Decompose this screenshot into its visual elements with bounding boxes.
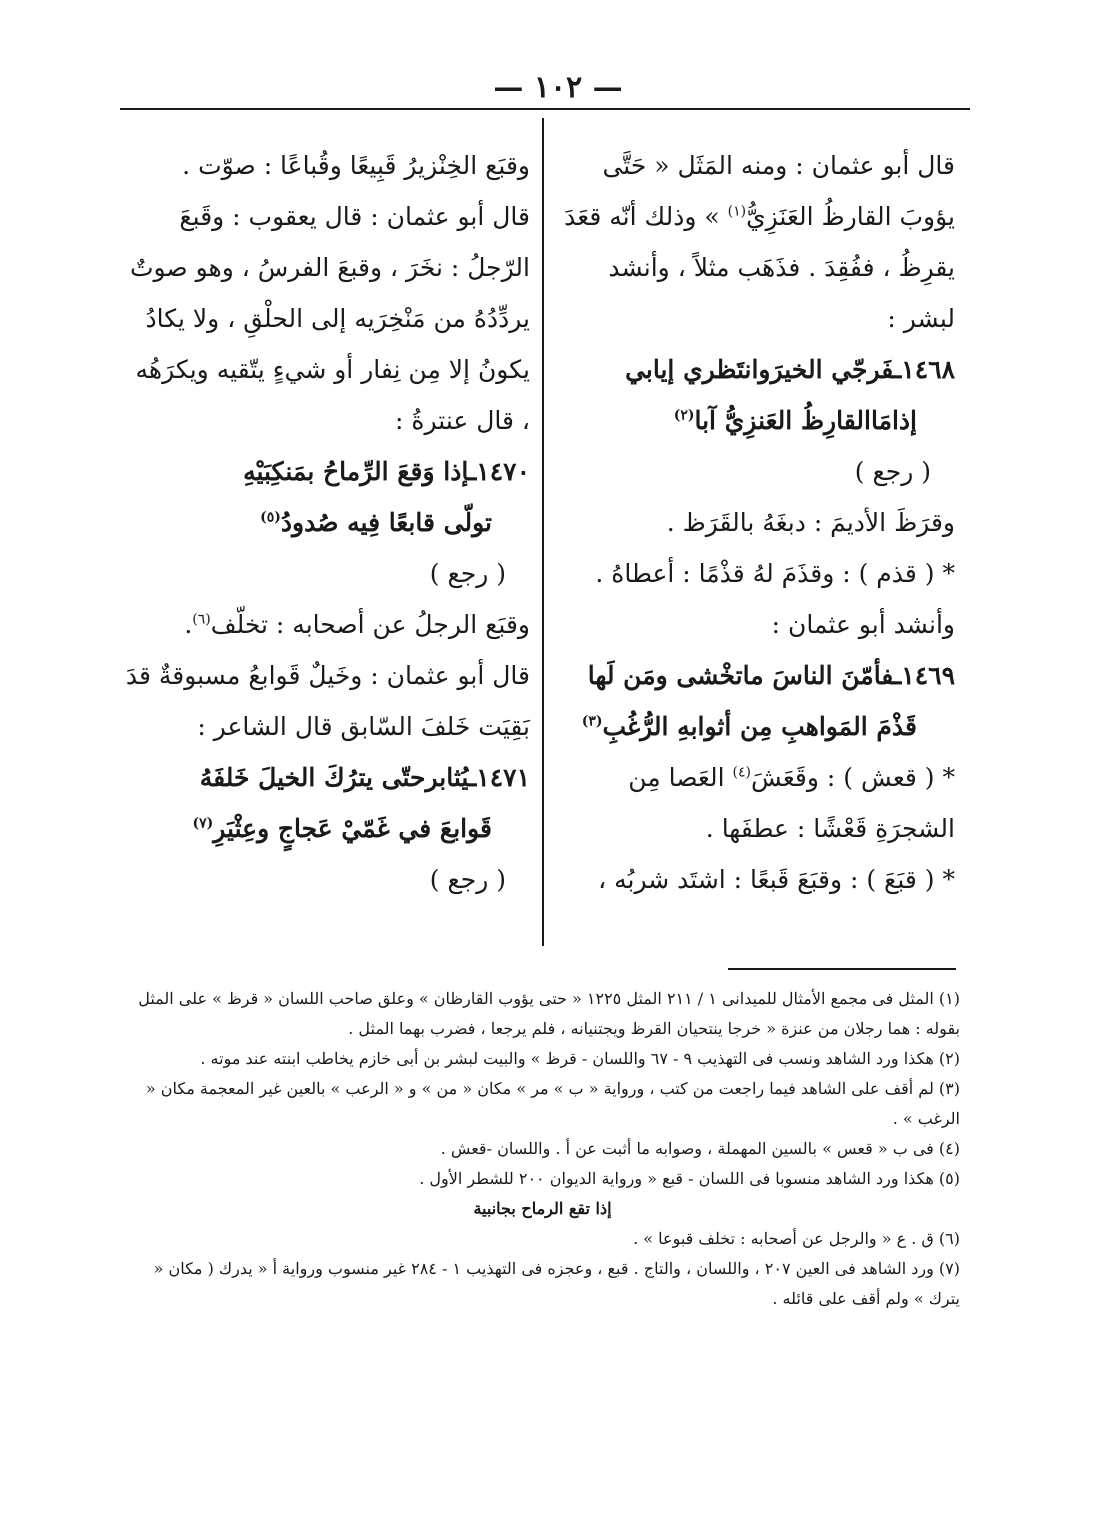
column-divider: [542, 118, 544, 946]
footnote-3: (٣) لم أقف على الشاهد فيما راجعت من كتب ، ورواية « ب » مر » مكان « من » و « الرعب » بالعين غير المعجمة مكان « الرغب » .: [145, 1079, 960, 1128]
footnote-5-verse: إذا تقع الرماح بجانبية: [473, 1199, 612, 1218]
paragraph: قال أبو عثمان : وخَيلٌ قَوابعُ مسبوقةٌ قدَ بَقِيَت خَلفَ السّابق قال الشاعر :: [125, 661, 530, 741]
verse-1468-second: إذامَاالقارِظُ العَنزِيُّ آبا$^{(٢)}$: [673, 406, 917, 435]
verse-1471-first: ١٤٧١ـيُثابرحتّى يترُكَ الخيلَ خَلفَهُ: [199, 763, 530, 792]
entry-star-icon: *: [942, 865, 955, 894]
entry-star-icon: *: [942, 559, 955, 588]
verse-1470-first: ١٤٧٠ـإذا وَقعَ الرِّماحُ بمَنكِبَيْهِ: [243, 457, 530, 486]
paragraph: قال أبو عثمان : قال يعقوب : وقَبعَ الرّجلُ : نخَرَ ، وقبعَ الفرسُ ، وهو صوتٌ يردِّدُهُ من مَنْخِرَيه إلى الحلْقِ ، ولا يكادُ يكونُ إلا مِن نِفار أو شيءٍ يتّقيه ويكرَهُه ، قال عنترةُ :: [129, 202, 530, 435]
entry-star-icon: *: [942, 763, 955, 792]
entry-qaba: * ( قبَعَ ) : وقبَعَ قَبعًا : اشتَد شربُه ،: [598, 865, 955, 894]
footnote-ref: (٦): [192, 611, 211, 628]
verse-1469-first: ١٤٦٩ـفأمّنَ الناسَ ماتخْشى ومَن لَها: [587, 661, 955, 690]
header-rule: [120, 108, 970, 110]
footnote-ref: (٧): [192, 815, 214, 832]
rajaz-label: ( رجع ): [429, 559, 506, 588]
footnote-7: (٧) ورد الشاهد فى العين ٢٠٧ ، واللسان ، والتاج . قبع ، وعجزه فى التهذيب ١ - ٢٨٤ غير منسوب ورواية أ « يدرك ( مكان « يترك » ولم أقف على قائله .: [153, 1259, 960, 1308]
footnote-ref: (٣): [581, 713, 603, 730]
footnote-ref: (١): [727, 203, 747, 220]
right-column: [560, 140, 955, 905]
verse-1469-second: قَذْمَ المَواهبِ مِن أثوابهِ الرُّغُبِ$^{(٣)}$: [581, 712, 917, 741]
footnote-2: (٢) هكذا ورد الشاهد ونسب فى التهذيب ٩ - ٦٧ واللسان - قرظ » والبيت لبشر بن أبى خازم يخاطب ابنته عند موته .: [200, 1049, 960, 1068]
footnote-ref: (٥): [260, 509, 281, 526]
paragraph: وأنشد أبو عثمان :: [771, 610, 955, 639]
entry-qaash: * ( قعش ) : وقَعَشَ$^{(٤)}$ العَصا مِن الشجرَةِ قَعْشًا : عطفَها .: [628, 763, 955, 843]
rajaz-label: ( رجع ): [854, 457, 931, 486]
paragraph: قال أبو عثمان : ومنه المَثَل « حَتَّى يؤوبَ القارظُ العَنَزِيُّ$^{(١)}$ » وذلك أنّه قعَدَ يقرِظُ ، ففُقِدَ . فذَهَب مثلاً ، وأنشد لبشر :: [564, 151, 955, 333]
footnote-ref: (٤): [732, 764, 751, 781]
paragraph: وقبَع الخِنْزيرُ قَبِيعًا وقُباعًا : صوّت .: [182, 151, 530, 180]
footnote-ref: (٢): [673, 407, 695, 424]
footnote-5: (٥) هكذا ورد الشاهد منسوبا فى اللسان - قبع « ورواية الديوان ٢٠٠ للشطر الأول .: [419, 1169, 960, 1188]
footnotes: [125, 984, 960, 1314]
paragraph: وقبَع الرجلُ عن أصحابه : تخلّف$^{(٦)}$.: [184, 610, 530, 639]
entry-qadhm: * ( قذم ) : وقذَمَ لهُ قذْمًا : أعطاهُ .: [595, 559, 955, 588]
rajaz-label: ( رجع ): [429, 865, 506, 894]
footnote-rule: [728, 968, 956, 970]
footnote-6: (٦) ق . ع « والرجل عن أصحابه : تخلف قبوعا » .: [633, 1229, 960, 1248]
verse-1470-second: تولّى قابعًا فِيه صُدودُ$^{(٥)}$: [260, 508, 492, 537]
footnote-1: (١) المثل فى مجمع الأمثال للميدانى ١ / ٢١١ المثل ١٢٢٥ « حتى يؤوب القارظان » وعلق صاحب اللسان « قرظ » على المثل بقوله : هما رجلان من عنزة « خرجا ينتحيان القرظ ويجتنيانه ، فلم يرجعا ، فضرب بهما المثل .: [138, 989, 960, 1038]
page-number: — ١٠٢ —: [493, 70, 623, 105]
verse-1471-second: قَوابعَ في غَمّيْ عَجاجٍ وعِثْيَرِ$^{(٧)}$: [192, 814, 492, 843]
paragraph: وقرَظَ الأديمَ : دبغَهُ بالقَرَظ .: [666, 508, 955, 537]
left-column: [125, 140, 530, 905]
verse-1468-first: ١٤٦٨ـفَرجّي الخيرَوانتَظري إيابي: [625, 355, 955, 384]
footnote-4: (٤) فى ب « قعس » بالسين المهملة ، وصوابه ما أثبت عن أ . واللسان -قعش .: [440, 1139, 960, 1158]
